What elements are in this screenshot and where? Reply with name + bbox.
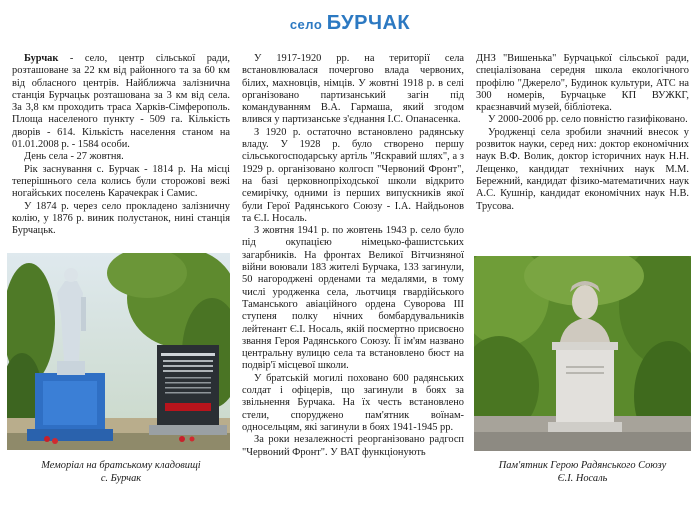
column-1 bbox=[12, 53, 230, 237]
col3-paragraph bbox=[476, 114, 689, 126]
col1-paragraph bbox=[12, 53, 230, 151]
column-2 bbox=[242, 53, 464, 459]
paragraph-text: З жовтня 1941 р. по жовтень 1943 р. село було під окупацією німецько-фашистських загарбників. На фронтах Великої Вітчизняної війни воювали 183 жителі Бурчака, 133 загинули, 50 нагороджені орденами та медалями, в тому числі уродженка села, льотчиця гвардійського Таманського авіаційного ордена Суворова III ступеня полку нічних бомбардувальників лейтенант Є.І. Носаль, якій посмертно присвоєно звання Героя Радянського Союзу. Її ім'ям названо центральну вулицю села та встановлено бюст на подвір'ї місцевої школи. bbox=[242, 225, 464, 372]
memorial-caption-line1: Меморіал на братському кладовищі bbox=[41, 460, 201, 471]
monument-caption-line2: Є.І. Носаль bbox=[557, 472, 608, 484]
monument-bust-photo bbox=[474, 256, 691, 451]
col2-paragraph bbox=[242, 373, 464, 434]
title-village-name: БУРЧАК bbox=[326, 12, 411, 34]
col1-paragraph bbox=[12, 164, 230, 201]
paragraph-text: Рік заснування с. Бурчак - 1814 р. На місці теперішнього села колись були сторожові вежі ногайських поселень Карачекрак і Самис. bbox=[12, 163, 230, 200]
monument-caption bbox=[476, 460, 689, 485]
village-name-bold: Бурчак bbox=[24, 53, 59, 64]
paragraph-text: Уродженці села зробили значний внесок у розвиток науки, серед них: доктор економічних наук В.Ф. Волик, доктор історичних наук Н.Н. Лещенко, кандидат технічних наук М.М. Бережний, кандидат фізико-математичних наук А.С. Кушнір, кандидат економічних наук Н.В. Трусова. bbox=[476, 126, 689, 212]
paragraph-text: - село, центр сільської ради, розташоване за 22 км від районного та за 60 км від обласного центрів. Найближча залізнична станція Бурчацьк розташована за 3 км від села. За 3,8 км проходить траса Харків-Сімферополь. Площа населеного пункту - 509 га. Кількість дворів - 614. Кількість населення станом на 01.01.2008 р. - 1584 особи. bbox=[12, 53, 230, 151]
paragraph-text: З 1920 р. остаточно встановлено радянську владу. У 1928 р. було створено першу сільськогосподарську артіль "Яскравий шлях", а з 1929 р. організовано колгосп "Червоний Фронт", на базі церковнопріходської школи відкрито семирічку, одними із перших випускників якої були Герої Радянського Союзу - І.А. Найдьонов та Є.І. Носаль. bbox=[242, 126, 464, 224]
col3-paragraph bbox=[476, 127, 689, 213]
paragraph-text: У 1917-1920 рр. на території села встановлювалася почергово влада червоних, білих, махновців, німців. У жовтні 1918 р. в селі організовано партизанський загін під командуванням В.А. Гармаша, який згодом влився у партизанське з'єднання І.С. Опанасенка. bbox=[242, 53, 464, 126]
paragraph-text: У 1874 р. через село прокладено залізничну колію, у 1876 р. виник полустанок, нині станція Бурчацьк. bbox=[12, 200, 230, 237]
col2-paragraph bbox=[242, 434, 464, 459]
paragraph-text: ДНЗ "Вишенька" Бурчацької сільської ради, спеціалізована середня школа екологічного профілю "Джерело", Будинок культури, АТС на 300 номерів, Бурчацьке КП ВУЖКГ, краєзнавчий музей, бібліотека. bbox=[476, 53, 689, 114]
col2-paragraph bbox=[242, 53, 464, 127]
col3-paragraph bbox=[476, 53, 689, 114]
col2-paragraph bbox=[242, 127, 464, 225]
col1-paragraph bbox=[12, 151, 230, 163]
title-prefix: село bbox=[289, 17, 323, 32]
paragraph-text: У братській могилі поховано 600 радянських солдат і офіцерів, що загинули в боях за звільнення Бурчака. На їх честь встановлено стели, споруджено пам'ятник воїнам-односельцям, які загинули в боях 1941-1945 рр. bbox=[242, 372, 464, 433]
memorial-photo bbox=[7, 253, 230, 450]
column-3 bbox=[476, 53, 689, 213]
col1-paragraph bbox=[12, 201, 230, 238]
memorial-caption-line2: с. Бурчак bbox=[100, 472, 142, 484]
paragraph-text: У 2000-2006 рр. село повністю газифіковано. bbox=[488, 114, 688, 126]
paragraph-text: За роки незалежності реорганізовано радгосп "Червоний Фронт". У ВАТ функціонують bbox=[242, 434, 464, 458]
col2-paragraph bbox=[242, 225, 464, 373]
memorial-caption bbox=[12, 460, 230, 485]
page-title bbox=[0, 12, 700, 35]
paragraph-text: День села - 27 жовтня. bbox=[24, 151, 124, 163]
monument-caption-line1: Пам'ятник Герою Радянського Союзу bbox=[498, 460, 667, 471]
